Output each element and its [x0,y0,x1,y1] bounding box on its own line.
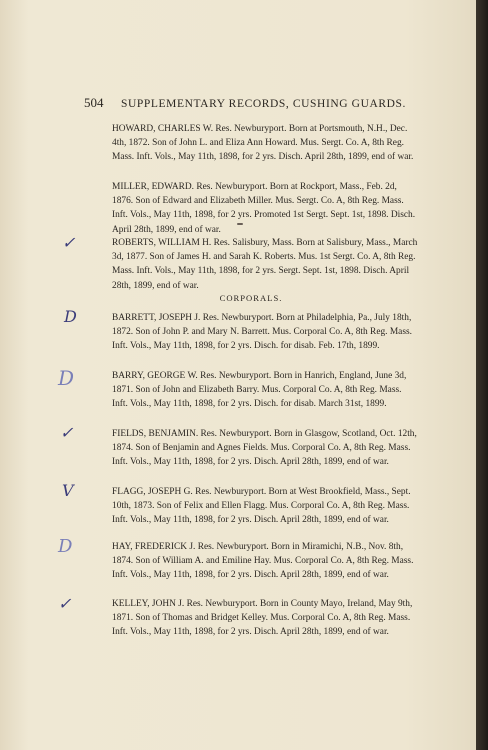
handwritten-check-mark: ✓ [58,594,72,613]
record-text: KELLEY, JOHN J. Res. Newburyport. Born in County Mayo, Ireland, May 9th, 1871. Son of Thomas and Bridget Kelley. Mus. Corporal Co. A, 8th Reg. Mass. Inft. Vols., May 11th, 1898, for 2 yrs. Disch. April 28th, 1899, end of war. [112,599,413,638]
page-number: 504 [84,95,104,110]
record-text: BARRY, GEORGE W. Res. Newburyport. Born in Hanrich, England, June 3d, 1871. Son of John and Elizabeth Barry. Mus. Corporal Co. A, 8th Reg. Mass. Inft. Vols., May 11th, 1898, for 2 yrs. Disch. for disab. March 31st, 1899. [112,371,407,410]
record-text: FIELDS, BENJAMIN. Res. Newburyport. Born in Glasgow, Scotland, Oct. 12th, 1874. Son of Benjamin and Agnes Fields. Mus. Corporal Co. A, 8th Reg. Mass. Inft. Vols., May 11th, 1898, for 2 yrs. Disch. April 28th, 1899, end of war. [112,429,417,468]
running-title: SUPPLEMENTARY RECORDS, CUSHING GUARDS. [120,98,407,110]
record-entry-fields [84,427,418,470]
record-text: BARRETT, JOSEPH J. Res. Newburyport. Born at Philadelphia, Pa., July 18th, 1872. Son of John P. and Mary N. Barrett. Mus. Corporal Co. A, 8th Reg. Mass. Inft. Vols., May 11th, 1898, for 2 yrs. Disch. for disab. Feb. 17th, 1899. [112,313,412,352]
record-entry-miller [84,180,418,237]
record-entry-howard [84,122,418,165]
ink-smudge [237,223,243,225]
handwritten-check-mark: ✓ [60,423,74,442]
record-entry-barry [84,369,418,412]
running-header [84,95,407,111]
record-entry-roberts [84,236,418,293]
handwritten-d-mark: D [58,536,73,557]
record-text: HAY, FREDERICK J. Res. Newburyport. Born in Miramichi, N.B., Nov. 8th, 1874. Son of William A. and Emiline Hay. Mus. Corporal Co. A, 8th Reg. Mass. Inft. Vols., May 11th, 1898, for 2 yrs. Disch. April 28th, 1899, end of war. [112,542,414,581]
record-entry-kelley [84,597,418,640]
handwritten-check-mark: ✓ [62,233,76,252]
record-text: HOWARD, CHARLES W. Res. Newburyport. Born at Portsmouth, N.H., Dec. 4th, 1872. Son of John L. and Eliza Ann Howard. Mus. Sergt. Co. A, 8th Reg. Mass. Inft. Vols., May 11th, 1898, for 2 yrs. Disch. April 28th, 1899, end of war. [112,124,414,163]
record-entry-flagg [84,485,418,528]
handwritten-v-mark: V [62,481,74,500]
section-title-corporals: CORPORALS. [219,293,283,303]
handwritten-d-mark: D [58,366,75,390]
handwritten-d-mark: D [64,307,77,326]
record-entry-hay [84,540,418,583]
record-entry-barrett [84,311,418,354]
book-spine-edge [476,0,488,750]
record-text: FLAGG, JOSEPH G. Res. Newburyport. Born at West Brookfield, Mass., Sept. 10th, 1873. Son of Felix and Ellen Flagg. Mus. Corporal Co. A, 8th Reg. Mass. Inft. Vols., May 11th, 1898, for 2 yrs. Disch. April 28th, 1899, end of war. [112,487,411,526]
record-text: ROBERTS, WILLIAM H. Res. Salisbury, Mass. Born at Salisbury, Mass., March 3d, 1877. Son of James H. and Sarah K. Roberts. Mus. 1st Sergt. Co. A, 8th Reg. Mass. Inft. Vols., May 11th, 1898, for 2 yrs. Sergt. Sept. 1st, 1898. Disch. April 28th, 1899, end of war. [112,238,418,291]
record-text: MILLER, EDWARD. Res. Newburyport. Born at Rockport, Mass., Feb. 2d, 1876. Son of Edward and Elizabeth Miller. Mus. Sergt. Co. A, 8th Reg. Mass. Inft. Vols., May 11th, 1898, for 2 yrs. Promoted 1st Sergt. Sept. 1st, 1898. Disch. April 28th, 1899, end of war. [112,182,416,235]
